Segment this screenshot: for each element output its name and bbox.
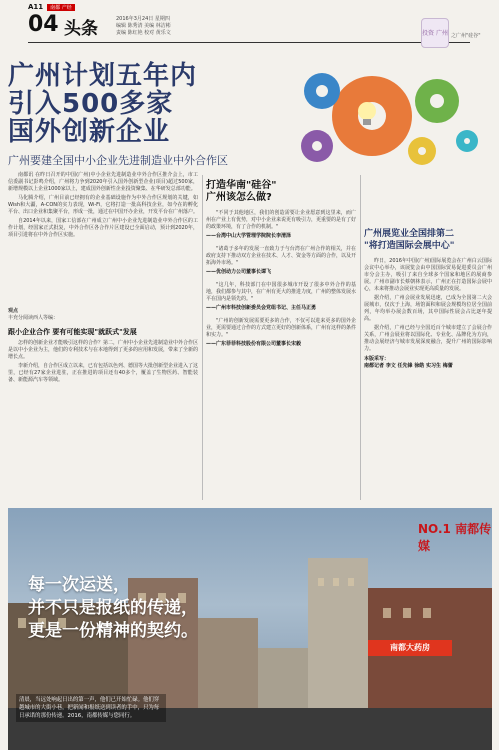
mid-heading-line-1: 打造华南"硅谷"	[206, 180, 277, 191]
gear-cyan-icon	[456, 130, 478, 152]
right-paragraph-3: 据介绍，广州已经与全国近百个城市建立了会展合作关系，广州会展业将以国际化、专业化、品牌化为方向，推动会展经济与城市发展深度融合，提升广州的国际影响力。	[364, 325, 492, 352]
mid-heading-line-2: 广州该怎么做?	[206, 192, 272, 203]
left-subheading: 跟小企业合作 要有可能实现"就跃式"发展	[8, 328, 137, 336]
mid-quote-4: "广州的创新发展需要更多的合作，不仅可以进来更多的国外企业，更需要通过合作的方式建立更好的创新体系，广州有这样的条件和实力。"	[206, 318, 357, 338]
header-top-line	[28, 3, 75, 11]
meta-date: 2016年3月24日 星期四	[116, 16, 170, 22]
mid-column	[206, 210, 356, 348]
column-divider-2	[360, 175, 361, 500]
gear-yellow-icon	[408, 137, 436, 165]
mid-quote-2-source: ——优创动力公司董事长谭飞	[206, 269, 272, 275]
right-paragraph-1: 昨日，2016年中国(广州)国际展览会在广州白云国际会议中心举办，该展览会由中国国际贸易促进委员会广州市分会主办，吸引了来自全球多个国家和地区的展商参展。广州市副市长蔡朝林表示，广州正在打造国际会展中心，未来将推动会展业实现更高质量的发展。	[364, 258, 492, 292]
left-column	[8, 172, 198, 241]
viewpoint-note: 丰充分阅读西人等编：	[8, 315, 59, 321]
right-heading	[364, 228, 492, 252]
headline-line-2: 引入500多家	[8, 89, 174, 119]
nandu-logo: NO.1 南都传媒	[418, 522, 492, 553]
photo-caption: 清晨，当远处响起日出的第一声，他们已开始忙碌。他们穿越城市的大街小巷，把新闻和报纸送到读者的手中，只为每日承诺的那份传递。2016，南都传媒与您同行。	[16, 694, 166, 722]
gear-green-icon	[415, 79, 459, 123]
mid-heading	[206, 180, 356, 204]
slogan-line-1: 每一次运送，	[28, 575, 130, 595]
left-column-2	[8, 340, 198, 386]
mid-quote-1: "不同于其他地区，我们的创造需要让企业愿意到这里来，而广州在产业上有优势，对中小企业来说更有吸引力，更重要的是有了好的政策环境，有了合作的机制。"	[206, 210, 357, 230]
mid-quote-2: "诸葛于多年的发展一直致力于与台湾在广州合作的相关，并在政府支持下推动双方企业在技术、人才、资金等方面的合作，以及开拓海外市场。"	[206, 246, 357, 266]
page-letter: A11	[28, 3, 44, 11]
section-tag: 南都 产经	[47, 4, 75, 11]
main-headline	[8, 62, 258, 146]
store-sign: 南都大药房	[368, 640, 452, 656]
header-meta	[116, 16, 171, 37]
right-paragraph-2: 据介绍，广州会展业发展迅速，已成为全国第二大会展城市，仅次于上海，场馆面积和展会规模均位居全国前列，年均举办展会数百场，其中国际性展会占比逐年提高。	[364, 295, 492, 322]
gear-purple-icon	[301, 130, 333, 162]
slogan-line-2: 并不只是报纸的传递，	[28, 598, 198, 618]
gear-blue-icon	[304, 73, 340, 109]
left-paragraph-3: 自2014年以来，国家工信部在广州成立广州中小企业先进制造业中外合作区的工作计划，经国家正式批复，中外合作区各合作片区建设已全面启动，预计到2020年，项目引进将在中外合作区实施。	[8, 218, 198, 238]
byline-names: 南都记者 李文 任先锋 徐皓 实习生 梅蕾	[364, 363, 453, 369]
badge-subtitle: 之广州"硅谷"	[451, 33, 481, 39]
viewpoint-label: 观点	[8, 308, 19, 314]
invest-badge: 投资 广州	[421, 18, 449, 48]
mid-quote-4-source: ——广东菲菲科技股份有限公司董事长宋毅	[206, 341, 302, 347]
page-number: 04	[28, 12, 59, 37]
mid-quote-3: "这几年，科技部门在中国很多城市开设了很多中外合作的基地，我们都参与其中，在广州有更大的推进力度，广州的整体发展水平在国内是领先的。"	[206, 282, 357, 302]
mid-quote-3-source: ——广州市科技创新委员会党组书记、主任马正勇	[206, 305, 317, 311]
right-heading-line-1: 广州展览业全国排第二	[364, 229, 455, 239]
headline-line-3: 国外创新企业	[8, 117, 171, 147]
headline-subtitle: 广州要建全国中小企业先进制造业中外合作区	[8, 154, 228, 167]
section-name: 头条	[64, 19, 98, 39]
header-rule	[28, 42, 470, 43]
left-paragraph-2: 马化腾介绍，广州目前已经拥有的企业基础设施作为中外合作区规划的关键，如Wish和大疆，A-CON的实力表现，Wi-Fi，它将打造一批高科技企业，如今在的孵化平台、出口企业和集聚平台，形成一批，通过在中国开办企业，开发平台在广州落户。	[8, 195, 199, 215]
slogan-line-3: 更是一份精神的契约。	[28, 621, 198, 641]
headline-line-1: 广州计划五年内	[8, 61, 198, 91]
meta-proof: 责编 陈红艳 校对 黄乐文	[116, 30, 171, 36]
gears-illustration	[262, 56, 492, 176]
left-paragraph-1: 南都讯 在昨日召开的中国(广州)中小企业先进制造业中外合作区推介会上，市工信委副书记彭鸣介绍，广州将力争到2020年引入国外创新型企业(项目)超过500家，新增规模以上企业1000家以上，建成国外创新性企业投资聚集、在华研发总部功能。	[8, 172, 198, 192]
mid-quote-1-source: ——台湾中山大学管理学院院长李清泽	[206, 233, 292, 239]
column-divider-1	[202, 175, 203, 500]
left-paragraph-4: 怎样的创新企业才能吸引这样的合作？第二，广州中小企业先进制造业中外合作区是以中小企业为主，他们的专利技术与在本地得到了更多的应用和发展，带来了全新的增长点。	[8, 340, 199, 360]
byline-label: 本版采写：	[364, 356, 390, 362]
left-viewpoint	[8, 308, 198, 322]
right-column	[364, 258, 492, 370]
left-paragraph-5: 李新介绍，自合作区成立以来，已有包括以色列、德国等大批创新型企业进入了这里，已经有27家企业进驻，正在推进的项目还有40多个，覆盖了生物医药、智能装备、新能源汽车等领域。	[8, 363, 199, 383]
right-heading-line-2: "将打造国际会展中心"	[364, 241, 455, 251]
meta-editor: 编辑 陈秀清 美编 林洁彬	[116, 23, 171, 29]
